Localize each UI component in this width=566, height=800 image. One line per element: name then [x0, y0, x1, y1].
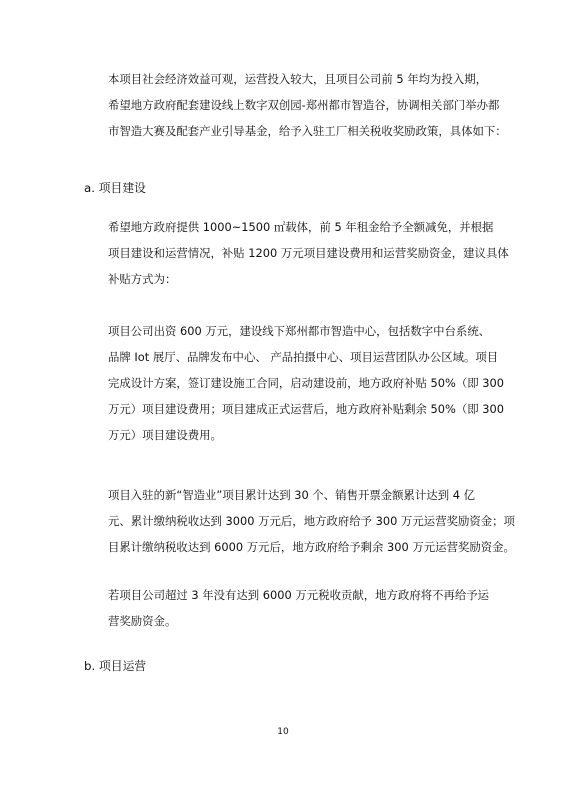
paragraph-line: 补贴方式为：: [108, 272, 177, 286]
condition-paragraph: [108, 582, 508, 634]
section-heading-a: a. 项目建设: [84, 181, 146, 195]
intro-paragraph: [108, 66, 508, 144]
section-heading-b: b. 项目运营: [84, 659, 147, 673]
paragraph-line: 万元）项目建设费用。: [108, 428, 222, 442]
paragraph-line: 本项目社会经济效益可观，运营投入较大，且项目公司前 5 年均为投入期，: [108, 72, 487, 86]
paragraph-line: 希望地方政府提供 1000~1500 ㎡载体，前 5 年租金给予全额减免，并根据: [108, 220, 494, 234]
paragraph-line: 品牌 Iot 展厅、品牌发布中心、 产品拍摄中心、项目运营团队办公区域。项目: [108, 350, 499, 364]
paragraph-line: 市智造大赛及配套产业引导基金，给予入驻工厂相关税收奖励政策，具体如下：: [108, 124, 507, 138]
paragraph-line: 完成设计方案，签订建设施工合同，启动建设前，地方政府补贴 50%（即 300: [108, 376, 505, 390]
paragraph-line: 若项目公司超过 3 年没有达到 6000 万元税收贡献，地方政府将不再给予运: [108, 588, 490, 602]
reward-paragraph: [108, 482, 515, 560]
paragraph-line: 希望地方政府配套建设线上数字双创园-郑州都市智造谷，协调相关部门举办都: [108, 98, 500, 112]
paragraph-line: 项目公司出资 600 万元，建设线下郑州都市智造中心，包括数字中台系统、: [108, 324, 491, 338]
paragraph-line: 营奖励资金。: [108, 614, 177, 628]
paragraph-line: 项目建设和运营情况，补贴 1200 万元项目建设费用和运营奖励资金，建议具体: [108, 246, 509, 260]
paragraph-line: 目累计缴纳税收达到 6000 万元后，地方政府给予剩余 300 万元运营奖励资金。: [108, 540, 515, 554]
investment-paragraph: [108, 318, 508, 448]
page-number: 10: [277, 727, 289, 737]
paragraph-line: 万元）项目建设费用；项目建成正式运营后，地方政府补贴剩余 50%（即 300: [108, 402, 505, 416]
paragraph-line: 项目入驻的新“智造业”项目累计达到 30 个、销售开票金额累计达到 4 亿: [108, 488, 475, 502]
paragraph-line: 元、累计缴纳税收达到 3000 万元后，地方政府给予 300 万元运营奖励资金；项: [108, 514, 515, 528]
subsidy-paragraph: [108, 214, 508, 292]
